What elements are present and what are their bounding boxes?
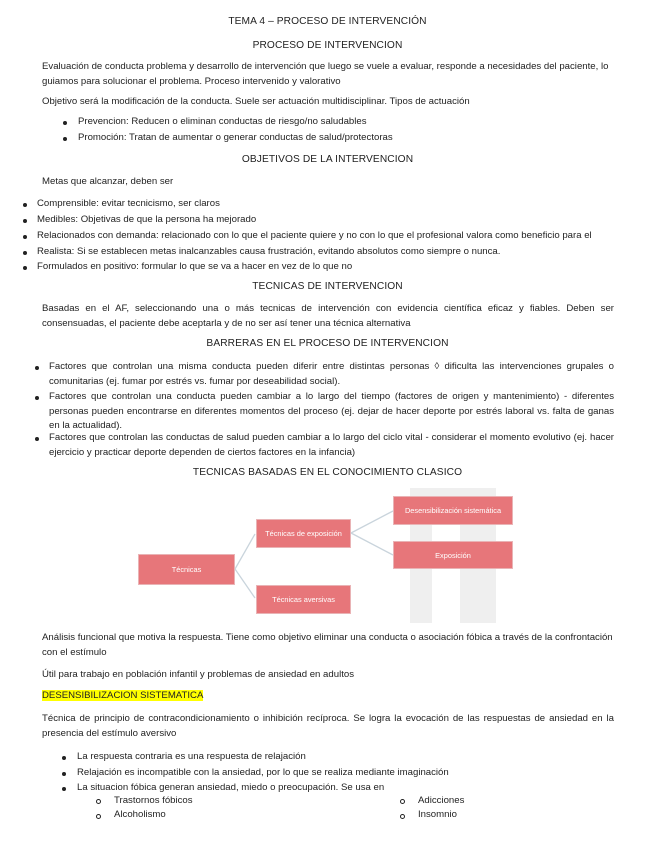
- paragraph-objetivo: Objetivo será la modificación de la conducta. Suele ser actuación multidisciplinar. Tipos de actuación: [42, 96, 470, 107]
- list-item-prevencion: Prevencion: Reducen o eliminan conductas de riesgo/no saludables: [78, 116, 367, 127]
- heading-proceso: PROCESO DE INTERVENCION: [252, 40, 403, 51]
- paragraph-util: Útil para trabajo en población infantil y problemas de ansiedad en adultos: [42, 669, 354, 680]
- diagram-node-exposicion: Exposición: [393, 541, 513, 569]
- list-item-medibles: Medibles: Objetivas de que la persona ha mejorado: [37, 214, 257, 225]
- paragraph-contracondicionamiento: Técnica de principio de contracondicionamiento o inhibición recíproca. Se logra la evocación de las respuestas de ansiedad en la presencia del estímulo aversivo: [42, 713, 614, 739]
- use-item-adicciones: Adicciones: [418, 795, 465, 806]
- use-item-fobicos: Trastornos fóbicos: [114, 795, 193, 806]
- list-item-barrera-3: Factores que controlan las conductas de salud pueden cambiar a lo largo del ciclo vital - considerar el momento evolutivo (ej. hacer ejercicio y practicar deporte dependen de ciertos factores en la infancia): [49, 432, 614, 458]
- connector-line: [235, 534, 255, 569]
- list-item-positivo: Formulados en positivo: formular lo que se va a hacer en vez de lo que no: [37, 261, 353, 272]
- list-item-promocion: Promoción: Tratan de aumentar o generar conductas de salud/protectoras: [78, 132, 393, 143]
- highlight-heading-desensibilizacion: [42, 689, 614, 704]
- connector-line: [351, 533, 393, 555]
- list-item-demanda: Relacionados con demanda: relacionado con lo que el paciente quiere y no con lo que el profesional valora como beneficio para el: [37, 230, 592, 241]
- heading-tecnicas: TECNICAS DE INTERVENCION: [252, 281, 403, 292]
- list-item-incompatible: Relajación es incompatible con la ansiedad, por lo que se realiza mediante imaginación: [77, 767, 449, 778]
- connector-line: [351, 511, 393, 533]
- diagram-node-exposicion-tecnicas: Técnicas de exposición: [256, 519, 351, 548]
- paragraph-evaluacion: Evaluación de conducta problema y desarrollo de intervención que luego se vuele a evaluar, responde a necesidades del paciente, lo guiamos para solucionar el problema. Proceso intervenido y valorativo: [42, 61, 609, 87]
- list-item-realista: Realista: Si se establecen metas inalcanzables causa frustración, evitando absolutos como siempre o nunca.: [37, 246, 501, 257]
- sub-bullet-circle: [96, 799, 101, 804]
- use-item-alcoholismo: Alcoholismo: [114, 809, 166, 820]
- sub-bullet-circle: [400, 799, 405, 804]
- page-title: TEMA 4 – PROCESO DE INTERVENCIÓN: [228, 16, 427, 27]
- list-item-comprensible: Comprensible: evitar tecnicismo, ser claros: [37, 198, 220, 209]
- list-item-situacion: La situacion fóbica generan ansiedad, miedo o preocupación. Se usa en: [77, 782, 385, 793]
- bullet-dot: [62, 787, 66, 791]
- list-item-barrera-2: Factores que controlan una conducta pueden cambiar a lo largo del tiempo (factores de origen y mantenimiento) - diferentes personas pueden encontrarse en diferentes momentos del proceso (ej. dejar de hacer deporte por estrés laboral vs. falta de ganas en la actualidad).: [49, 391, 614, 431]
- diagram-node-tecnicas: Técnicas: [138, 554, 235, 585]
- diagram-node-desensibilizacion: Desensibilización sistemática: [393, 496, 513, 525]
- heading-objetivos: OBJETIVOS DE LA INTERVENCION: [241, 154, 414, 165]
- use-item-insomnio: Insomnio: [418, 809, 457, 820]
- list-item-barrera-1: Factores que controlan una misma conducta pueden diferir entre distintas personas ◊ dificulta las intervenciones grupales o comunitarias (ej. fumar por estrés vs. fumar por deseabilidad social).: [49, 361, 614, 387]
- connector-line: [235, 569, 255, 598]
- paragraph-basadas: Basadas en el AF, seleccionando una o más tecnicas de intervención con evidencia científica eficaz y fiables. Deben ser consensuadas, el paciente debe aceptarla y de no ser así tener una técnica alternativa: [42, 303, 614, 329]
- paragraph-analisis: Análisis funcional que motiva la respuesta. Tiene como objetivo eliminar una conducta o asociación fóbica a través de la confrontación con el estímulo: [42, 632, 613, 658]
- heading-barreras: BARRERAS EN EL PROCESO DE INTERVENCION: [206, 338, 449, 349]
- bullet-dot: [62, 772, 66, 776]
- bullet-dot: [62, 756, 66, 760]
- paragraph-metas: Metas que alcanzar, deben ser: [42, 176, 174, 187]
- highlighted-text: DESENSIBILIZACION SISTEMATICA: [42, 690, 204, 701]
- diagram-node-aversivas: Técnicas aversivas: [256, 585, 351, 614]
- list-item-relajacion: La respuesta contraria es una respuesta de relajación: [77, 751, 306, 762]
- sub-bullet-circle: [400, 814, 405, 819]
- sub-bullet-circle: [96, 814, 101, 819]
- heading-tecnicas-clasicas: TECNICAS BASADAS EN EL CONOCIMIENTO CLASICO: [192, 467, 463, 478]
